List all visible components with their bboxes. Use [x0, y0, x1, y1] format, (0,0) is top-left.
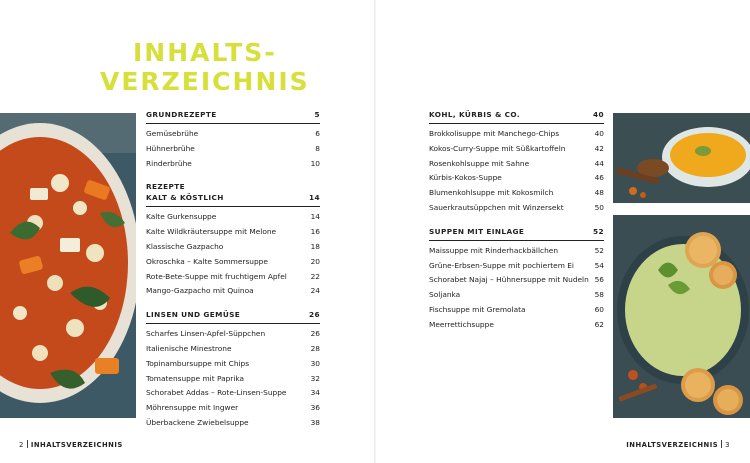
toc-entry-page: 14: [310, 212, 320, 222]
toc-entry[interactable]: [146, 342, 320, 357]
footer-left-page: 2: [19, 441, 24, 449]
toc-entry-title: Rinderbrühe: [146, 158, 192, 168]
toc-entry-title: Fischsuppe mit Gremolata: [429, 304, 526, 314]
toc-entry[interactable]: [429, 244, 604, 259]
toc-entry-title: Topinambursuppe mit Chips: [146, 358, 250, 368]
toc-entry-page: 42: [594, 143, 604, 153]
toc-section: [146, 181, 320, 299]
toc-section-heading: [429, 226, 604, 241]
toc-entry[interactable]: [146, 255, 320, 270]
toc-heading-line: REZEPTE: [146, 182, 185, 192]
toc-entry-title: Scharfes Linsen-Apfel-Süppchen: [146, 329, 266, 339]
toc-entry[interactable]: [146, 270, 320, 285]
toc-section: [429, 109, 604, 216]
toc-section: [429, 226, 604, 333]
toc-entry-page: 62: [594, 319, 604, 329]
toc-entry[interactable]: [146, 142, 320, 157]
footer-left: [19, 440, 123, 449]
toc-entry-page: 30: [310, 358, 320, 368]
toc-entry-title: Kürbis-Kokos-Suppe: [429, 173, 502, 183]
toc-entry-title: Möhrensuppe mit Ingwer: [146, 403, 239, 413]
toc-heading-line: KOHL, KÜRBIS & CO.: [429, 110, 521, 119]
footer-right-page: 3: [725, 441, 730, 449]
toc-entry-page: 44: [594, 158, 604, 168]
spread-gutter: [374, 0, 376, 463]
title-line-1: INHALTS-: [132, 38, 277, 67]
toc-entry-title: Hühnerbrühe: [146, 143, 195, 153]
toc-entry-page: 40: [594, 129, 604, 138]
toc-entry-title: Grüne-Erbsen-Suppe mit pochiertem Ei: [429, 260, 574, 270]
toc-entry-title: Okroschka – Kalte Sommersuppe: [146, 256, 268, 266]
toc-entry[interactable]: [429, 303, 604, 318]
toc-entry-page: 10: [310, 158, 320, 168]
toc-entry-title: Kokos-Curry-Suppe mit Süßkartoffeln: [429, 143, 566, 153]
toc-entry-page: 8: [315, 143, 320, 153]
toc-left: [146, 109, 320, 441]
toc-entry-title: Maissuppe mit Rinderhackbällchen: [429, 245, 559, 255]
toc-heading-line: LINSEN UND GEMÜSE: [146, 310, 241, 320]
footer-separator: [721, 440, 722, 448]
toc-entry[interactable]: [146, 225, 320, 240]
toc-entry[interactable]: [146, 240, 320, 255]
toc-entry-page: 16: [310, 227, 320, 237]
toc-entry-page: 18: [310, 241, 320, 251]
toc-section-heading: [429, 109, 604, 124]
toc-entry-page: 38: [310, 417, 320, 427]
toc-entry-page: 46: [594, 173, 604, 183]
toc-heading-label: [429, 226, 524, 237]
toc-entry-title: Italienische Minestrone: [146, 343, 232, 353]
toc-entry-page: 52: [594, 245, 604, 255]
toc-entry-title: Überbackene Zwiebelsuppe: [146, 417, 249, 427]
toc-entry-page: 34: [310, 388, 320, 398]
toc-entry[interactable]: [146, 372, 320, 387]
toc-heading-line: GRUNDREZEPTE: [146, 110, 217, 119]
toc-entry-page: 58: [594, 290, 604, 300]
toc-entry[interactable]: [429, 171, 604, 186]
toc-entry-title: Tomatensuppe mit Paprika: [146, 373, 245, 383]
toc-entry-title: Kalte Wildkräutersuppe mit Melone: [146, 227, 277, 237]
toc-entry-page: 56: [594, 275, 604, 285]
toc-entry-page: 26: [310, 329, 320, 339]
toc-heading-page: 52: [593, 226, 604, 236]
toc-entry-title: Blumenkohlsuppe mit Kokosmilch: [429, 188, 554, 198]
toc-entry-page: 28: [310, 343, 320, 353]
toc-heading-label: [146, 309, 240, 320]
toc-heading-label: [146, 181, 224, 203]
toc-entry-page: 48: [594, 188, 604, 198]
toc-section-heading: [146, 181, 320, 207]
toc-entry-title: Gemüsebrühe: [146, 129, 199, 138]
minestrone-photo: [0, 113, 136, 418]
toc-entry[interactable]: [146, 327, 320, 342]
toc-section: [146, 309, 320, 431]
footer-right: [626, 440, 730, 449]
toc-entry[interactable]: [429, 288, 604, 303]
toc-section: [146, 109, 320, 171]
toc-heading-label: [146, 109, 217, 120]
toc-entry-title: Klassische Gazpacho: [146, 241, 224, 251]
toc-entry-page: 24: [310, 286, 320, 296]
toc-section-heading: [146, 309, 320, 324]
toc-entry-title: Soljanka: [429, 290, 461, 300]
toc-entry[interactable]: [146, 401, 320, 416]
toc-entry[interactable]: [429, 201, 604, 216]
toc-entry-page: 50: [594, 202, 604, 212]
toc-entry-page: 36: [310, 403, 320, 413]
toc-heading-page: 5: [314, 110, 320, 119]
toc-entry-page: 32: [310, 373, 320, 383]
toc-entry[interactable]: [146, 386, 320, 401]
toc-section-heading: [146, 109, 320, 124]
toc-entry-title: Meerrettichsuppe: [429, 319, 494, 329]
toc-heading-page: 14: [309, 193, 320, 203]
toc-entry-title: Rote-Bete-Suppe mit fruchtigem Apfel: [146, 271, 287, 281]
toc-heading-page: 26: [309, 310, 320, 320]
toc-entry-title: Rosenkohlsuppe mit Sahne: [429, 158, 530, 168]
toc-entry-title: Mango-Gazpacho mit Quinoa: [146, 286, 254, 296]
footer-left-label: INHALTSVERZEICHNIS: [30, 441, 123, 449]
title-line-2: VERZEICHNIS: [100, 67, 310, 96]
toc-entry[interactable]: [429, 259, 604, 274]
toc-entry[interactable]: [146, 157, 320, 172]
toc-entry[interactable]: [429, 157, 604, 172]
toc-entry[interactable]: [146, 284, 320, 299]
toc-heading-page: 40: [593, 110, 604, 119]
toc-heading-line: SUPPEN MIT EINLAGE: [429, 226, 525, 236]
toc-entry[interactable]: [429, 318, 604, 333]
toc-entry-title: Brokkolisuppe mit Manchego-Chips: [429, 129, 560, 138]
page-title: [100, 38, 310, 96]
toc-entry[interactable]: [429, 273, 604, 288]
toc-entry[interactable]: [146, 357, 320, 372]
footer-separator: [27, 440, 28, 448]
toc-entry[interactable]: [429, 142, 604, 157]
toc-entry-page: 20: [310, 256, 320, 266]
toc-entry-page: 60: [594, 304, 604, 314]
toc-entry[interactable]: [429, 127, 604, 142]
toc-entry[interactable]: [429, 186, 604, 201]
toc-heading-line: KALT & KÖSTLICH: [146, 193, 224, 203]
toc-entry-page: 22: [310, 271, 320, 281]
toc-entry-page: 54: [594, 260, 604, 270]
toc-entry[interactable]: [146, 210, 320, 225]
toc-right: [429, 109, 604, 343]
toc-entry-page: 6: [315, 129, 320, 138]
toc-entry[interactable]: [146, 127, 320, 142]
toc-entry-title: Kalte Gurkensuppe: [146, 212, 217, 222]
toc-entry[interactable]: [146, 416, 320, 431]
pea-soup-photo: [613, 215, 750, 418]
toc-heading-label: [429, 109, 520, 120]
footer-right-label: INHALTSVERZEICHNIS: [626, 441, 719, 449]
toc-entry-title: Schorabet Najaj – Hühnersuppe mit Nudeln: [429, 275, 589, 285]
pumpkin-soup-photo: [613, 113, 750, 203]
toc-entry-title: Schorabet Addas – Rote-Linsen-Suppe: [146, 388, 287, 398]
toc-entry-title: Sauerkrautsüppchen mit Winzersekt: [429, 202, 564, 212]
